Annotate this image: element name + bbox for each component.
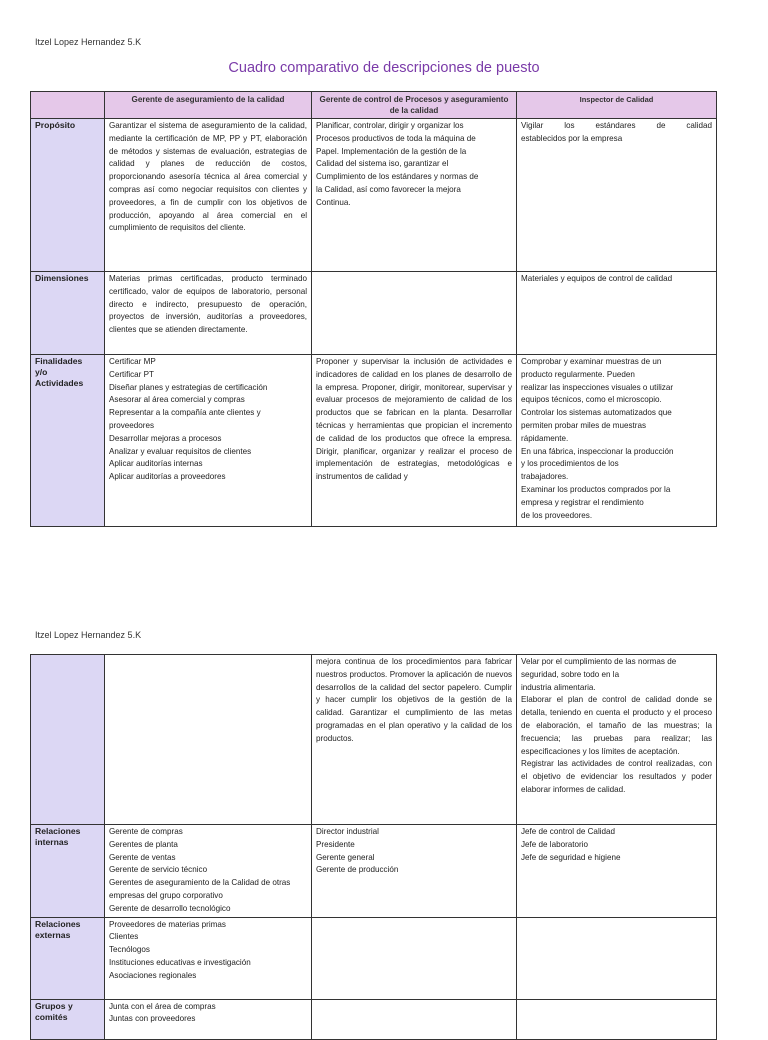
text-line: Vigilar los estándares de calidad [521,121,712,130]
label-line: y/o [35,367,48,377]
label-line: internas [35,837,69,847]
comparison-table-page-1 [30,91,717,527]
row-finalidades-continuacion [31,655,717,825]
list-item: Juntas con proveedores [109,1014,196,1024]
text-line: Elaborar el plan de control de calidad donde se detalla, teniendo en cuenta el producto y el proceso de elaboración, el tamaño de las muestras; la frecuencia; las pruebas para realizar; las especificaciones y los límites de aceptación. [521,695,712,756]
text-line: rápidamente. [521,433,569,443]
externas-gerente-aseguramiento [105,917,312,999]
row-label-empty [31,655,105,825]
label-line: Finalidades [35,356,83,366]
document-title: Cuadro comparativo de descripciones de puesto [228,60,540,76]
list-item: Certificar MP [109,357,156,366]
text-line: producto regularmente. Pueden [521,369,635,379]
row-relaciones-internas [31,825,717,918]
finalidades-gerente-control: Proponer y supervisar la inclusión de actividades e indicadores de calidad en los planes de desarrollo de la empresa. Proponer, dirigir, monitorear, supervisar y evaluar procesos de mejoramiento de calidad de los productos que se fabrican en la planta. Desarrollar técnicas y herramientas que propician el incremento de calidad de los productos que ofrece la empresa. Dirigir, planificar, organizar y realizar el proceso de implementación de estrategias, metodológicas e instrumentos de calidad y [312,355,517,527]
finalidades-inspector [517,355,717,527]
list-item: Gerente de servicio técnico [109,865,208,875]
list-item: Gerente de desarrollo tecnológico [109,903,231,913]
text-line: Planificar, controlar, dirigir y organizar los [316,121,464,130]
grupos-gerente-aseguramiento [105,999,312,1039]
text-line: de los proveedores. [521,510,593,520]
list-item: Analizar y evaluar requisitos de clientes [109,446,252,456]
text-line: establecidos por la empresa [521,133,623,143]
label-line: Actividades [35,378,84,388]
proposito-gerente-aseguramiento: Garantizar el sistema de aseguramiento de la calidad, mediante la certificación de MP, PP y PT, elaboración de métodos y sistemas de evaluación, estrategias de calidad y planes de reducción de costos, proporcionando asesoría técnica al área comercial y compras así como negociar requisitos con clientes y proveedores, a fin de cumplir con los objetivos de producción, apoyando al área comercial en el cumplimiento de requisitos del cliente. [105,119,312,272]
text-line: Calidad del sistema iso, garantizar el [316,159,449,169]
row-label-finalidades [31,355,105,527]
text-line: empresa y registrar el rendimiento [521,497,644,507]
text-line: equipos técnicos, como el microscopio. [521,395,662,405]
list-item: Jefe de laboratorio [521,839,589,849]
grupos-gerente-control [312,999,517,1039]
list-item: Director industrial [316,827,379,836]
text-line: Continua. [316,197,351,207]
grupos-inspector [517,999,717,1039]
list-item: Clientes [109,932,139,942]
list-item: Aplicar auditorías internas [109,459,203,469]
list-item: Representar a la compañía ante clientes y proveedores [109,408,261,430]
label-line: Relaciones [35,918,81,929]
continuacion-gerente-control: mejora continua de los procedimientos para fabricar nuestros productos. Promover la aplicación de nuevos desarrollos de la calidad del sector papelero. Cumplir y hacer cumplir los objetivos de la gestión de la calidad. Garantizar el cumplimiento de las metas programadas en el plan operativo y la calidad de los productos. [312,655,517,825]
list-item: Junta con el área de compras [109,1001,216,1011]
row-label-proposito: Propósito [31,119,105,272]
list-item: Jefe de control de Calidad [521,827,616,836]
internas-gerente-aseguramiento [105,825,312,918]
row-label-dimensiones: Dimensiones [31,272,105,355]
dimensiones-gerente-control [312,272,517,355]
internas-gerente-control [312,825,517,918]
proposito-gerente-control [312,119,517,272]
header-empty-cell [31,92,105,119]
author-name: Itzel Lopez Hernandez 5.K [35,37,142,47]
label-line: comités [35,1011,68,1022]
text-line: industria alimentaria. [521,682,596,692]
list-item: Jefe de seguridad e higiene [521,852,621,862]
text-line: Papel. Implementación de la gestión de la [316,146,467,156]
dimensiones-gerente-aseguramiento: Materias primas certificadas, producto terminado certificado, valor de equipos de laboratorio, personal directo e indirecto, presupuesto de operación, proyectos de inversión, auditorías a proveedores, clientes que se atienden directamente. [105,272,312,355]
list-item: Aplicar auditorías a proveedores [109,472,226,482]
list-item: Gerente de producción [316,865,399,875]
text-line: En una fábrica, inspeccionar la producción [521,446,674,456]
header-row [31,92,717,119]
list-item: Diseñar planes y estrategias de certificación [109,382,268,392]
row-label-relaciones-externas [31,917,105,999]
text-line: la Calidad, así como favorecer la mejora [316,184,461,194]
dimensiones-inspector: Materiales y equipos de control de calidad [517,272,717,355]
list-item: Certificar PT [109,369,154,379]
list-item: Gerente de compras [109,827,183,836]
row-grupos-comites [31,999,717,1039]
finalidades-gerente-aseguramiento [105,355,312,527]
list-item: Desarrollar mejoras a procesos [109,433,222,443]
text-line: permiten probar miles de muestras [521,420,647,430]
list-item: Proveedores de materias primas [109,919,226,929]
proposito-inspector [517,119,717,272]
text-line: Procesos productivos de toda la máquina de [316,133,476,143]
list-item: Instituciones educativas e investigación [109,957,251,967]
row-dimensiones [31,272,717,355]
continuacion-inspector [517,655,717,825]
externas-inspector [517,917,717,999]
list-item: Gerente de ventas [109,852,176,862]
list-item: Tecnólogos [109,945,150,955]
header-gerente-control-procesos: Gerente de control de Procesos y aseguramiento de la calidad [312,92,517,119]
continuacion-gerente-aseguramiento [105,655,312,825]
list-item: Presidente [316,839,355,849]
externas-gerente-control [312,917,517,999]
internas-inspector [517,825,717,918]
row-proposito [31,119,717,272]
list-item: Gerentes de aseguramiento de la Calidad de otras empresas del grupo corporativo [109,878,291,900]
list-item: Asociaciones regionales [109,970,197,980]
row-relaciones-externas [31,917,717,999]
header-inspector-calidad: Inspector de Calidad [517,92,717,119]
text-line: realizar las inspecciones visuales o utilizar [521,382,674,392]
label-line: Relaciones [35,826,81,836]
comparison-table-page-2 [30,654,717,1040]
label-line: externas [35,929,71,940]
header-gerente-aseguramiento: Gerente de aseguramiento de la calidad [105,92,312,119]
text-line: trabajadores. [521,472,569,482]
list-item: Gerente general [316,852,375,862]
row-label-grupos-comites [31,999,105,1039]
text-line: seguridad, sobre todo en la [521,669,620,679]
row-finalidades [31,355,717,527]
text-line: Registrar las actividades de control realizadas, con el objetivo de evidenciar los resultados y poder elaborar informes de calidad. [521,759,712,794]
label-line: Grupos y [35,1000,73,1011]
text-line: Cumplimiento de los estándares y normas de [316,172,479,182]
text-line: Velar por el cumplimiento de las normas de [521,657,677,666]
list-item: Asesorar al área comercial y compras [109,395,245,405]
text-line: Controlar los sistemas automatizados que [521,408,672,418]
text-line: Examinar los productos comprados por la [521,484,671,494]
text-line: Comprobar y examinar muestras de un [521,357,662,366]
author-name-page-2: Itzel Lopez Hernandez 5.K [35,630,142,640]
list-item: Gerentes de planta [109,839,178,849]
row-label-relaciones-internas [31,825,105,918]
text-line: y los procedimientos de los [521,459,619,469]
